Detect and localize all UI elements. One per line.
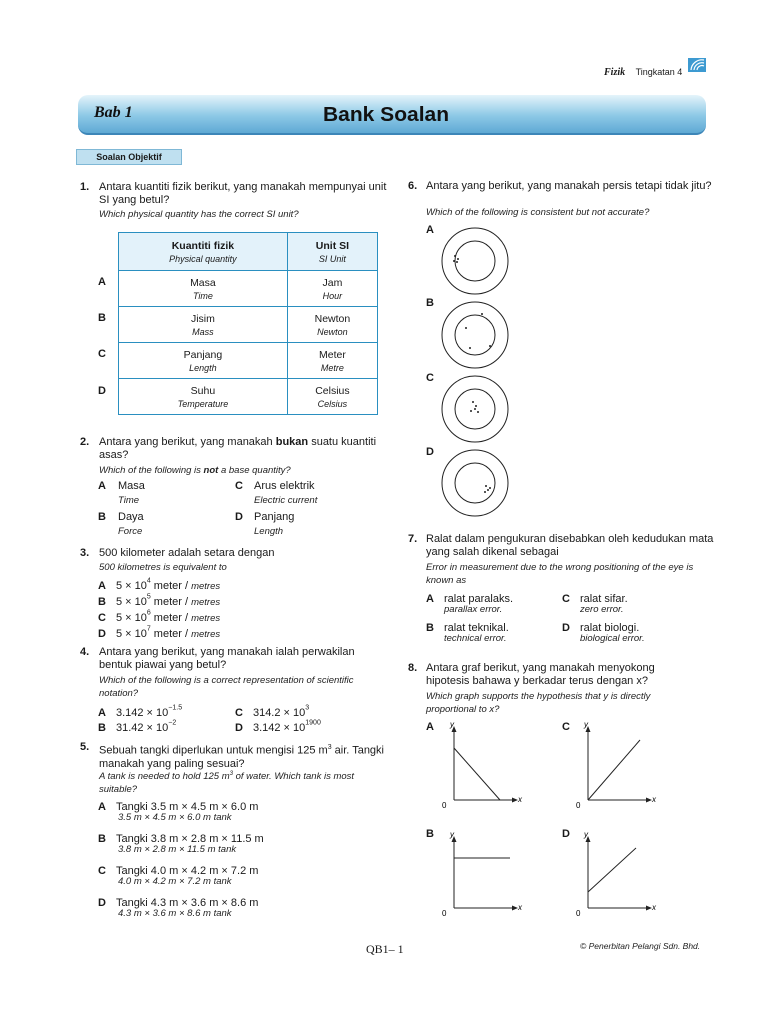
- q2-option-a-text: Masa: [118, 480, 145, 492]
- q5-text: Sebuah tangki diperlukan untuk mengisi 125 $m^3$ air. Tangki manakah yang paling sesuai?: [99, 744, 384, 770]
- q8-graph-d: [574, 828, 664, 920]
- q2-option-a[interactable]: A: [98, 480, 106, 492]
- q8-graph-b-origin: 0: [442, 909, 447, 918]
- q8-text-en: Which graph supports the hypothesis that y is directly proportional to x?: [426, 691, 651, 715]
- q1-number: 1.: [80, 181, 90, 193]
- q4-text-en: Which of the following is a correct representation of scientific notation?: [99, 675, 354, 699]
- table-row: Panjang Length Meter Metre: [119, 343, 378, 379]
- q5-number: 5.: [80, 741, 90, 753]
- q1-text: Antara kuantiti fizik berikut, yang manakah mempunyai unit SI yang betul?: [99, 181, 387, 206]
- section-tag: Soalan Objektif: [76, 149, 182, 165]
- q7-option-d-en: biological error.: [580, 633, 645, 644]
- q8-graph-c-y-label: y: [584, 720, 588, 729]
- q6-option-d[interactable]: D: [426, 446, 434, 458]
- q8-graph-c-x-label: x: [652, 795, 656, 804]
- q6-text-en: Which of the following is consistent but not accurate?: [426, 207, 650, 218]
- q1-col-unit: Unit SI SI Unit: [287, 233, 377, 271]
- q1-text-en: Which physical quantity has the correct SI unit?: [99, 209, 299, 220]
- q6-option-b[interactable]: B: [426, 297, 434, 309]
- q6-option-a[interactable]: A: [426, 224, 434, 236]
- q8-graph-d-origin: 0: [576, 909, 581, 918]
- q5-option-d[interactable]: D Tangki 4.3 m × 3.6 m × 8.6 m: [98, 897, 259, 909]
- q5-option-a[interactable]: A Tangki 3.5 m × 4.5 m × 6.0 m: [98, 801, 259, 813]
- q5-text-en: A tank is needed to hold 125 $m^3$ of water. Which tank is most suitable?: [99, 771, 355, 796]
- q7-text: Ralat dalam pengukuran disebabkan oleh kedudukan mata yang salah dikenal sebagai: [426, 533, 714, 558]
- q7-option-c-en: zero error.: [580, 604, 624, 615]
- q3-option-b[interactable]: B $5 \times 10^5$ meter / metres: [98, 593, 221, 608]
- q8-graph-d-y-label: y: [584, 830, 588, 839]
- page-header: [604, 62, 682, 80]
- q6-number: 6.: [408, 180, 418, 192]
- q5-option-b-en: 3.8 m × 2.8 m × 11.5 m tank: [118, 844, 237, 855]
- subject-label: Fizik: [604, 67, 626, 78]
- q5-option-d-en: 4.3 m × 3.6 m × 8.6 m tank: [118, 908, 232, 919]
- copyright: © Penerbitan Pelangi Sdn. Bhd.: [580, 941, 701, 951]
- q8-graph-a: [440, 718, 530, 810]
- form-label: Tingkatan 4: [635, 67, 683, 77]
- q6-target-d: [440, 448, 510, 518]
- q1-table: [118, 232, 378, 415]
- q7-text-en: Error in measurement due to the wrong positioning of the eye is known as: [426, 562, 694, 586]
- page-title: Bank Soalan: [322, 104, 450, 126]
- table-row: Masa Time Jam Hour: [119, 271, 378, 307]
- q3-option-c[interactable]: C $5 \times 10^6$ meter / metres: [98, 609, 221, 624]
- q2-option-c-text: Arus elektrik: [254, 480, 315, 492]
- q2-option-d-text: Panjang: [254, 511, 295, 523]
- q4-number: 4.: [80, 646, 90, 658]
- q3-option-a[interactable]: A $5 \times 10^4$ meter / metres: [98, 577, 221, 592]
- q3-text: 500 kilometer adalah setara dengan: [99, 547, 275, 559]
- q5-option-c[interactable]: C Tangki 4.0 m × 4.2 m × 7.2 m: [98, 865, 259, 877]
- q2-text: Antara yang berikut, yang manakah bukan suatu kuantiti asas?: [99, 436, 377, 461]
- q4-option-c[interactable]: C $314.2 \times 10^3$: [235, 704, 310, 719]
- q2-option-b-en: Force: [118, 526, 143, 537]
- q2-option-c-en: Electric current: [254, 495, 318, 506]
- q5-option-b[interactable]: B Tangki 3.8 m × 2.8 m × 11.5 m: [98, 833, 264, 845]
- table-row: Jisim Mass Newton Newton: [119, 307, 378, 343]
- q3-options: [98, 576, 220, 640]
- page-number: QB1– 1: [366, 942, 404, 956]
- q7-option-b-en: technical error.: [444, 633, 507, 644]
- q1-option-d[interactable]: D: [98, 385, 106, 397]
- chapter-label: Bab 1: [94, 104, 133, 121]
- q7-option-b[interactable]: B ralat teknikal.: [426, 622, 509, 634]
- q6-text: Antara yang berikut, yang manakah persis tetapi tidak jitu?: [426, 180, 712, 192]
- q8-number: 8.: [408, 662, 418, 674]
- q8-option-a[interactable]: A: [426, 721, 434, 733]
- q8-graph-c: [574, 718, 664, 810]
- q2-number: 2.: [80, 436, 90, 448]
- q4-option-d[interactable]: D $3.142 \times 10^{1900}$: [235, 719, 321, 734]
- q8-option-b[interactable]: B: [426, 828, 434, 840]
- table-row: Suhu Temperature Celsius Celsius: [119, 379, 378, 415]
- q5-option-a-en: 3.5 m × 4.5 m × 6.0 m tank: [118, 812, 232, 823]
- q2-option-a-en: Time: [118, 495, 140, 506]
- q4-text: Antara yang berikut, yang manakah ialah perwakilan bentuk piawai yang betul?: [99, 646, 355, 671]
- q7-option-c[interactable]: C ralat sifar.: [562, 593, 628, 605]
- q7-number: 7.: [408, 533, 418, 545]
- q8-graph-b-x-label: x: [518, 903, 522, 912]
- q2-option-c[interactable]: C: [235, 480, 243, 492]
- q2-option-d[interactable]: D: [235, 511, 243, 523]
- q2-option-b-text: Daya: [118, 511, 144, 523]
- q8-graph-c-origin: 0: [576, 801, 581, 810]
- q1-option-a[interactable]: A: [98, 276, 106, 288]
- q2-option-b[interactable]: B: [98, 511, 106, 523]
- q3-number: 3.: [80, 547, 90, 559]
- q4-option-a[interactable]: A $3.142 \times 10^{-1.5}$: [98, 704, 183, 719]
- q8-graph-a-y-label: y: [450, 720, 454, 729]
- q1-option-b[interactable]: B: [98, 312, 106, 324]
- q6-target-a: [440, 226, 510, 296]
- q4-option-b[interactable]: B $31.42 \times 10^{-2}$: [98, 719, 177, 734]
- q1-option-c[interactable]: C: [98, 348, 106, 360]
- q7-option-a-en: parallax error.: [444, 604, 503, 615]
- q3-text-en: 500 kilometres is equivalent to: [99, 562, 227, 573]
- q8-graph-a-x-label: x: [518, 795, 522, 804]
- q8-option-d[interactable]: D: [562, 828, 570, 840]
- q7-option-d[interactable]: D ralat biologi.: [562, 622, 640, 634]
- wifi-logo-icon: [688, 56, 708, 74]
- q8-graph-b: [440, 828, 530, 920]
- q2-option-d-en: Length: [254, 526, 284, 537]
- q6-target-c: [440, 374, 510, 444]
- q3-option-d[interactable]: D $5 \times 10^7$ meter / metres: [98, 625, 221, 640]
- q8-option-c[interactable]: C: [562, 721, 570, 733]
- q6-target-b: [440, 300, 510, 370]
- q8-graph-a-origin: 0: [442, 801, 447, 810]
- q8-text: Antara graf berikut, yang manakah menyokong hipotesis bahawa y berkadar terus dengan x?: [426, 662, 655, 687]
- q5-option-c-en: 4.0 m × 4.2 m × 7.2 m tank: [118, 876, 232, 887]
- q8-graph-d-x-label: x: [652, 903, 656, 912]
- q8-graph-b-y-label: y: [450, 830, 454, 839]
- q7-option-a[interactable]: A ralat paralaks.: [426, 593, 514, 605]
- q2-text-en: Which of the following is not a base quantity?: [99, 465, 291, 476]
- q1-col-quantity: Kuantiti fizik Physical quantity: [119, 233, 288, 271]
- q1-table-header: [119, 233, 378, 271]
- q6-option-c[interactable]: C: [426, 372, 434, 384]
